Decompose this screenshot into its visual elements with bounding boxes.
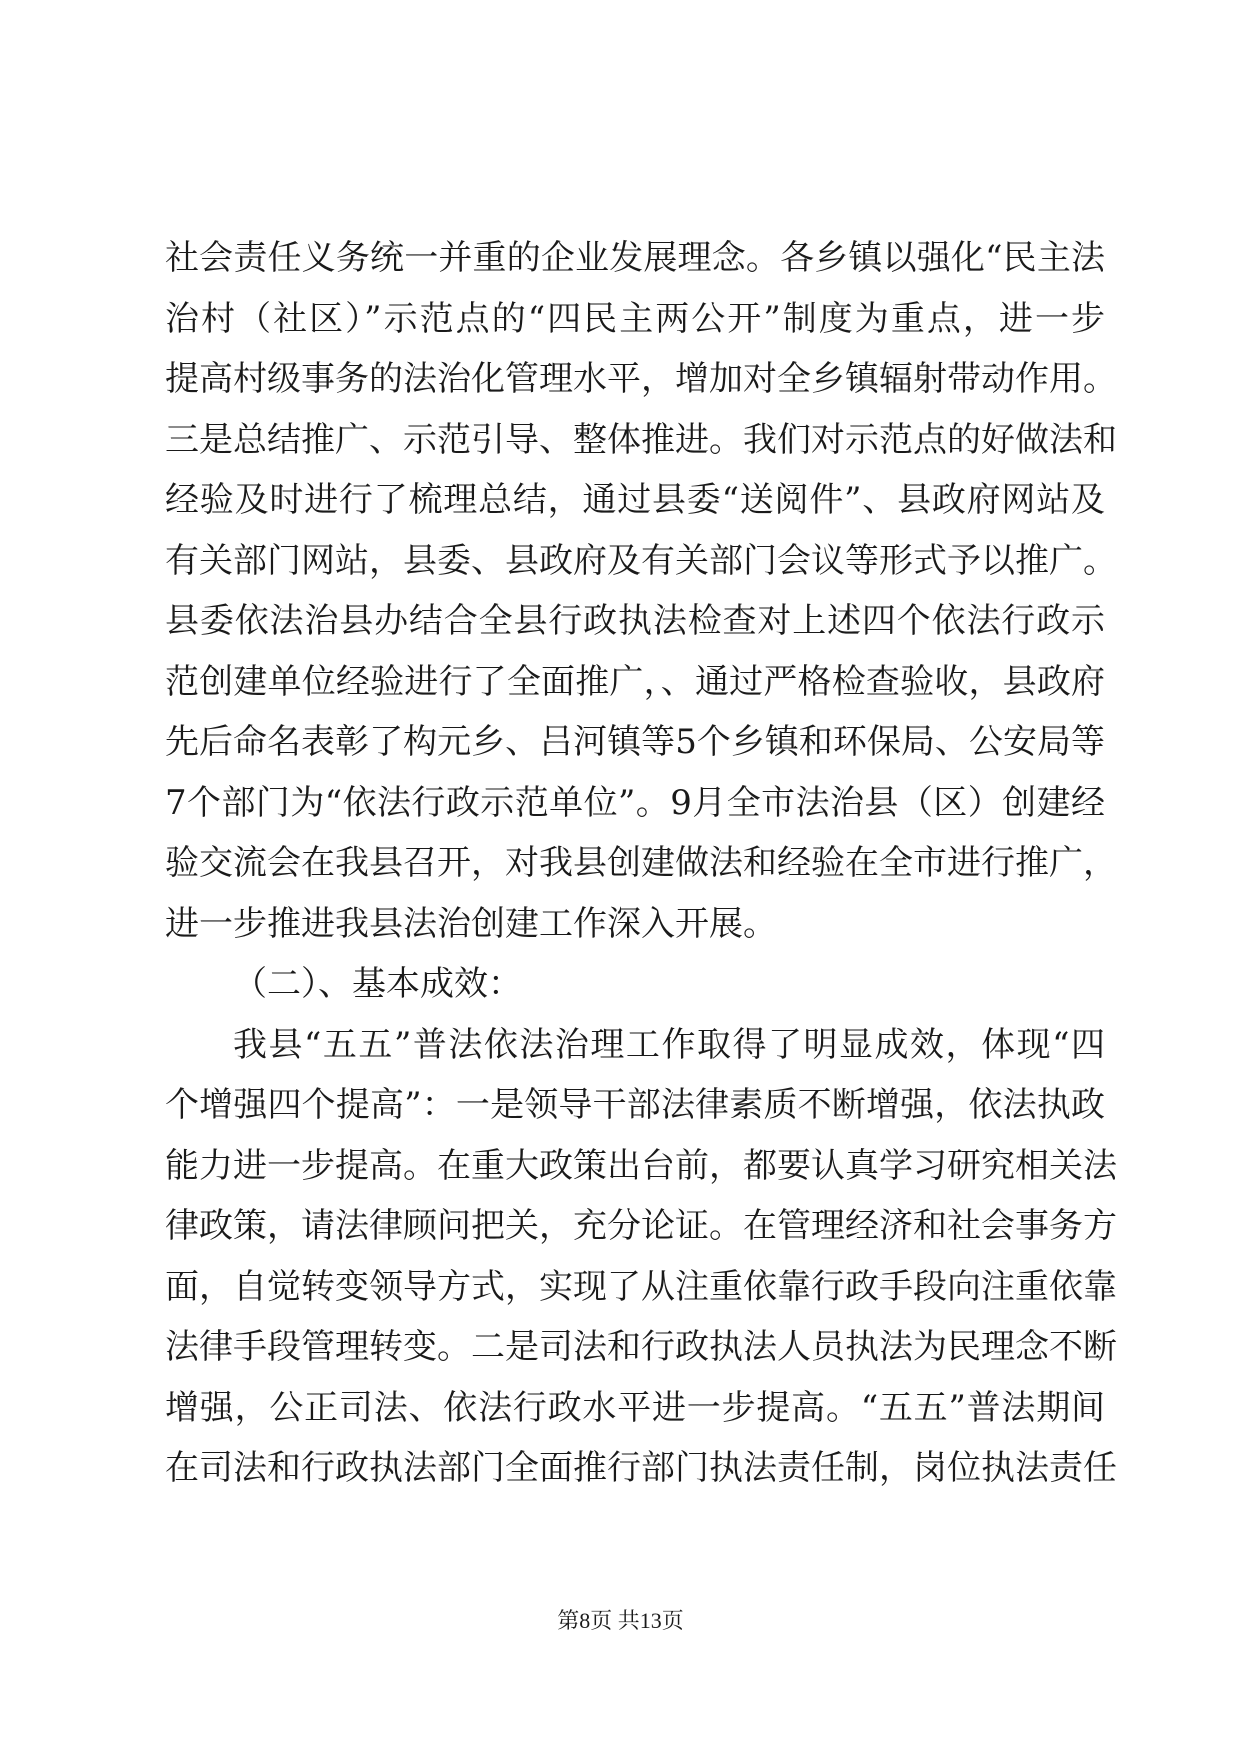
section-heading: （二）、基本成效：	[233, 964, 522, 1004]
text-line: 律政策，请法律顾问把关，充分论证。在管理经济和社会事务方	[165, 1206, 1117, 1246]
text-line: 经验及时进行了梳理总结，通过县委“送阅件”、县政府网站及	[165, 480, 1105, 520]
text-line: 面，自觉转变领导方式，实现了从注重依靠行政手段向注重依靠	[165, 1266, 1117, 1307]
text-line: 治村（社区）”示范点的“四民主两公开”制度为重点，进一步	[165, 298, 1105, 339]
text-line: 个增强四个提高”：一是领导干部法律素质不断增强，依法执政	[165, 1085, 1105, 1125]
text-line: 法律手段管理转变。二是司法和行政执法人员执法为民理念不断	[165, 1327, 1117, 1367]
text-line: 三是总结推广、示范引导、整体推进。我们对示范点的好做法和	[165, 419, 1117, 460]
text-line: 有关部门网站，县委、县政府及有关部门会议等形式予以推广。	[165, 540, 1117, 581]
page-number-label: 第8页 共13页	[557, 1608, 684, 1633]
text-line: 社会责任义务统一并重的企业发展理念。各乡镇以强化“民主法	[165, 238, 1105, 278]
text-line: 在司法和行政执法部门全面推行部门执法责任制，岗位执法责任	[165, 1448, 1117, 1488]
text-line: 范创建单位经验进行了全面推广，、通过严格检查验收，县政府	[165, 661, 1105, 702]
text-line: 增强，公正司法、依法行政水平进一步提高。“五五”普法期间	[165, 1387, 1105, 1428]
text-line: 提高村级事务的法治化管理水平，增加对全乡镇辐射带动作用。	[165, 359, 1117, 399]
text-line: 进一步推进我县法治创建工作深入开展。	[165, 903, 777, 944]
text-line: 验交流会在我县召开，对我县创建做法和经验在全市进行推广，	[165, 843, 1117, 883]
text-line: 我县“五五”普法依法治理工作取得了明显成效，体现“四	[233, 1024, 1105, 1065]
text-line: 先后命名表彰了构元乡、吕河镇等5个乡镇和环保局、公安局等	[165, 722, 1105, 762]
page-footer	[0, 1604, 1241, 1635]
text-line: 7个部门为“依法行政示范单位”。9月全市法治县（区）创建经	[165, 782, 1105, 823]
document-body	[165, 228, 1117, 1499]
text-line: 县委依法治县办结合全县行政执法检查对上述四个依法行政示	[165, 601, 1105, 641]
text-line: 能力进一步提高。在重大政策出台前，都要认真学习研究相关法	[165, 1145, 1117, 1186]
